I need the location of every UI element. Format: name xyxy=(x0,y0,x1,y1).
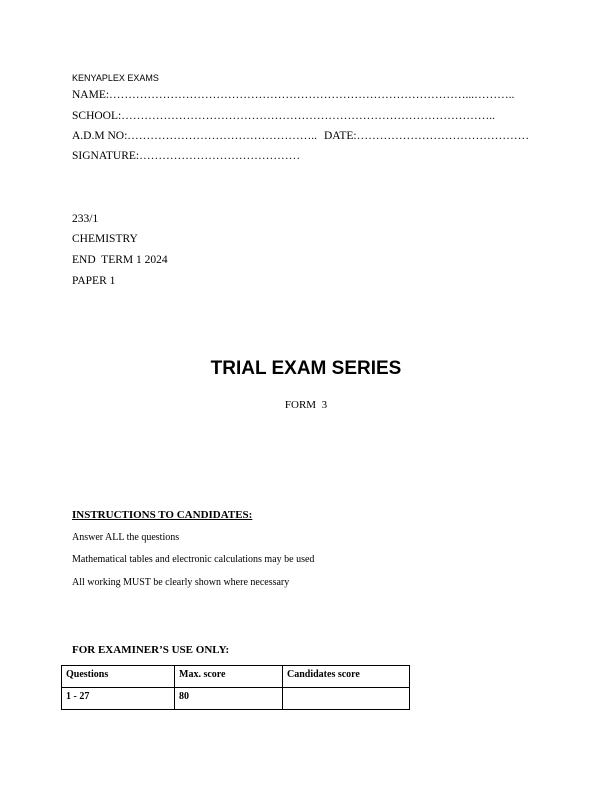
table-header-cell: Max. score xyxy=(175,666,283,688)
paper-code: 233/1 xyxy=(72,213,99,225)
instruction-item: Answer ALL the questions xyxy=(72,532,180,543)
school-field: SCHOOL:…………………………………………………………………………………….. xyxy=(72,110,495,122)
name-field: NAME:…………………………………………………………………………………...……….. xyxy=(72,89,515,101)
form-label: FORM 3 xyxy=(284,399,328,411)
table-row xyxy=(62,688,410,710)
subject-name: CHEMISTRY xyxy=(72,233,138,245)
table-header-cell: Candidates score xyxy=(283,666,410,688)
table-header-row xyxy=(62,666,410,688)
examiner-heading: FOR EXAMINER’S USE ONLY: xyxy=(72,644,230,656)
score-table xyxy=(61,665,410,710)
candidate-score-cell[interactable] xyxy=(283,688,410,710)
instruction-item: Mathematical tables and electronic calculations may be used xyxy=(72,554,315,565)
instructions-heading: INSTRUCTIONS TO CANDIDATES: xyxy=(72,509,253,521)
term-label: END TERM 1 2024 xyxy=(72,254,168,266)
instruction-item: All working MUST be clearly shown where necessary xyxy=(72,577,290,588)
brand-label: KENYAPLEX EXAMS xyxy=(72,73,159,83)
exam-title: TRIAL EXAM SERIES xyxy=(210,358,402,379)
paper-number: PAPER 1 xyxy=(72,275,116,287)
adm-number-field: A.D.M NO:………………………………………….. xyxy=(72,130,318,142)
table-cell: 1 - 27 xyxy=(62,688,175,710)
table-cell: 80 xyxy=(175,688,283,710)
signature-field: SIGNATURE:…………………………………… xyxy=(72,150,301,162)
date-field: DATE:……………………………………… xyxy=(324,130,530,142)
table-header-cell: Questions xyxy=(62,666,175,688)
